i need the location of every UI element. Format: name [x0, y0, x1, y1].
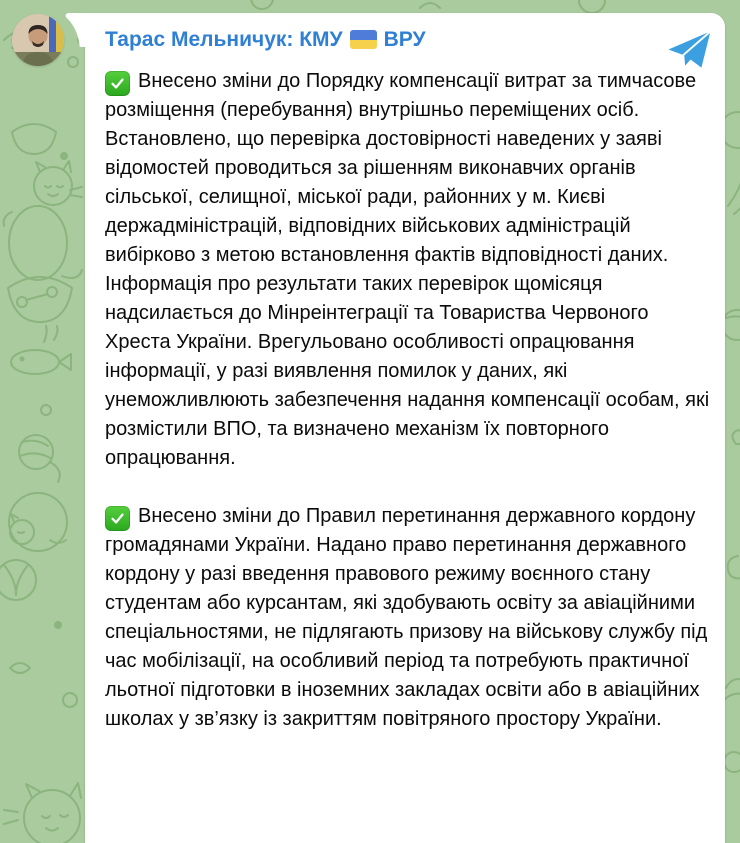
- share-button[interactable]: [666, 29, 712, 71]
- message-header: [85, 13, 725, 55]
- ukraine-flag-emoji-icon: [350, 30, 377, 49]
- message-paragraph-1: [105, 67, 711, 473]
- channel-name-text: Тарас Мельничук: КМУ: [105, 28, 343, 51]
- paragraph-text-1: Внесено зміни до Порядку компенсації витрат за тимчасове розміщення (перебування) внутрішньо переміщених осіб. Встановлено, що перевірка достовірності наведених у заяві відомостей проводиться за рішенням виконавчих органів сільської, селищної, міської ради, районних у м. Києві держадміністрацій, відповідних військових адміністрацій вибірково з метою встановлення фактів відповідності даних. Інформація про результати таких перевірок щомісяця надсилається до Мінреінтеграції та Товариства Червоного Хреста України. Врегульовано особливості опрацювання інформації, у разі виявлення помилок у даних, які унеможливлюють забезпечення надання компенсації особам, які розмістили ВПО, та визначено механізм їх повторного опрацювання.: [105, 70, 710, 469]
- bubble-tail: [65, 13, 86, 47]
- channel-avatar-photo: [12, 14, 64, 66]
- paper-plane-icon: [666, 29, 712, 71]
- check-mark-emoji-icon: [105, 506, 130, 531]
- channel-name[interactable]: [105, 28, 426, 51]
- message-bubble: [85, 13, 725, 843]
- message-paragraph-2: [105, 502, 711, 734]
- channel-name-suffix: ВРУ: [383, 28, 426, 51]
- channel-avatar[interactable]: [12, 14, 64, 66]
- check-mark-emoji-icon: [105, 71, 130, 96]
- paragraph-text-2: Внесено зміни до Правил перетинання державного кордону громадянами України. Надано право перетинання державного кордону у разі введення правового режиму воєнного стану студентам або курсантам, які здобувають освіту за авіаційними спеціальностями, не підлягають призову на військову службу під час мобілізації, на особливий період та потребують практичної льотної підготовки в іноземних закладах освіти або в авіаційних школах у зв’язку із закриттям повітряного простору України.: [105, 505, 708, 730]
- message-text: [85, 55, 725, 734]
